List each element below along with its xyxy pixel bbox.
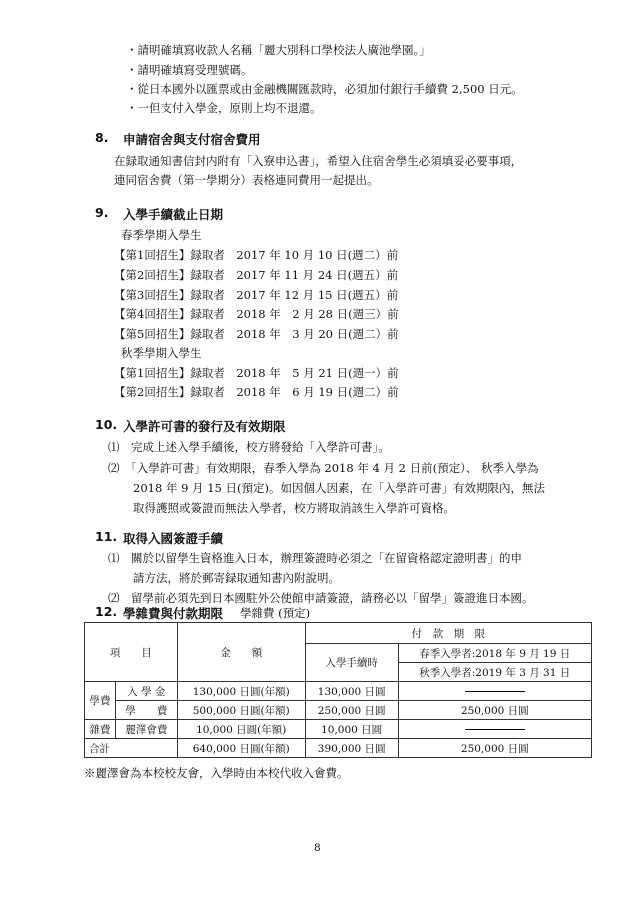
table-row <box>85 739 592 758</box>
header-entry-procedure: 入學手續時 <box>305 644 398 682</box>
fee-table <box>84 622 592 758</box>
section-11-line-1: ⑴ 關於以留學生資格進入日本，辦理簽證時必須之「在留資格認定證明書」的申 <box>108 551 522 565</box>
section-10-number: 10. <box>95 417 118 432</box>
bullet-no-refund: ・一但支付入學金，原則上均不退還。 <box>126 101 322 115</box>
row-entrance-entry: 130,000 日圓 <box>305 682 398 701</box>
section-9-title: 入學手續截止日期 <box>123 207 224 222</box>
row-entrance-amount: 130,000 日圓(年額) <box>177 682 305 701</box>
autumn-deadline-1: 【第1回招生】録取者 2018 年 5 月 21 日(週一）前 <box>114 366 399 380</box>
section-11-line-3: ⑵ 留學前必須先到日本國駐外公使館申請簽證，請務必以「留學」簽證進日本國。 <box>108 591 534 605</box>
table-row <box>85 682 592 701</box>
group-misc: 雜費 <box>85 720 116 739</box>
section-8-line-1: 在録取通知書信封内附有「入寮申込書」，希望入住宿舍學生必須填妥必要事項， <box>114 154 523 168</box>
spring-deadline-1: 【第1回招生】録取者 2017 年 10 月 10 日(週二）前 <box>114 248 399 262</box>
row-entrance-label: 入 學 金 <box>116 682 178 701</box>
section-11-line-2: 請方法，將於郵寄録取通知書內附說明。 <box>133 571 340 585</box>
section-10-title: 入學許可書的發行及有效期限 <box>123 419 286 434</box>
section-8-title: 申請宿舍與支付宿舍費用 <box>123 132 261 147</box>
bullet-bank-fee: ・從日本國外以匯票或由金融機關匯款時，必須加付銀行手續費 2,500 日元。 <box>126 82 523 96</box>
row-tuition-later: 250,000 日圓 <box>398 701 591 720</box>
row-total-label: 合計 <box>85 739 178 758</box>
section-8-number: 8. <box>95 130 109 145</box>
bullet-payee-name: ・請明確填寫收款人名稱「麗大別科口學校法人廣池學園。」 <box>126 43 431 57</box>
group-tuition: 學費 <box>85 682 116 720</box>
bullet-receipt-number: ・請明確填寫受理號碼。 <box>126 63 253 77</box>
header-spring-deadline: 春季入學者:2018 年 9 月 19 日 <box>398 644 591 663</box>
row-reitaku-label: 麗澤會費 <box>116 720 178 739</box>
row-total-later: 250,000 日圓 <box>398 739 591 758</box>
header-item: 項 目 <box>85 623 178 682</box>
row-tuition-amount: 500,000 日圓(年額) <box>177 701 305 720</box>
section-10-line-1: ⑴ 完成上述入學手續後，校方將發給「入學許可書」。 <box>108 440 390 454</box>
section-10-line-3: 2018 年 9 月 15 日(預定)。如因個人因素，在「入學許可書」有效期限內，無法 <box>133 481 545 495</box>
section-10-line-2: ⑵ 「入學許可書」有效期限，春季入學為 2018 年 4 月 2 日前(預定）、 秋季入學為 <box>108 461 539 475</box>
section-11-title: 取得入國簽證手續 <box>123 531 224 546</box>
section-9-number: 9. <box>95 205 109 220</box>
header-amount: 金 額 <box>177 623 305 682</box>
section-10-line-4: 取得護照或簽證而無法入學者，校方將取消該生入學許可資格。 <box>133 501 455 515</box>
spring-deadline-4: 【第4回招生】録取者 2018 年 2 月 28 日(週三）前 <box>114 307 399 321</box>
row-entrance-later <box>398 682 591 701</box>
page-number: 8 <box>314 842 321 854</box>
row-tuition-label: 學 費 <box>116 701 178 720</box>
spring-deadline-2: 【第2回招生】録取者 2017 年 11 月 24 日(週五）前 <box>114 268 399 282</box>
section-8-line-2: 連同宿舍費（第一學期分）表格連同費用一起提出。 <box>114 173 379 187</box>
row-total-entry: 390,000 日圓 <box>305 739 398 758</box>
section-11-number: 11. <box>95 529 118 544</box>
autumn-deadline-2: 【第2回招生】録取者 2018 年 6 月 19 日(週二）前 <box>114 385 399 399</box>
spring-deadline-5: 【第5回招生】録取者 2018 年 3 月 20 日(週二）前 <box>114 327 399 341</box>
dash-line <box>465 729 525 730</box>
dash-line <box>465 691 525 692</box>
header-payment-deadline: 付 款 期 限 <box>305 623 591 644</box>
section-12-title: 學雜費與付款期限 <box>123 606 224 621</box>
footnote: ※麗澤會為本校校友會，入學時由本校代收入會費。 <box>84 766 349 780</box>
header-autumn-deadline: 秋季入學者:2019 年 3 月 31 日 <box>398 663 591 682</box>
row-tuition-entry: 250,000 日圓 <box>305 701 398 720</box>
spring-deadline-3: 【第3回招生】録取者 2017 年 12 月 15 日(週五）前 <box>114 288 399 302</box>
table-row <box>85 720 592 739</box>
row-reitaku-entry: 10,000 日圓 <box>305 720 398 739</box>
row-reitaku-amount: 10,000 日圓(年額) <box>177 720 305 739</box>
autumn-label: 秋季學期入學生 <box>121 346 202 360</box>
row-reitaku-later <box>398 720 591 739</box>
section-12-subtitle: 學雜費 (預定) <box>240 606 311 620</box>
row-total-amount: 640,000 日圓(年額) <box>177 739 305 758</box>
section-12-number: 12. <box>95 604 118 619</box>
spring-label: 春季學期入學生 <box>121 228 202 242</box>
table-row <box>85 701 592 720</box>
